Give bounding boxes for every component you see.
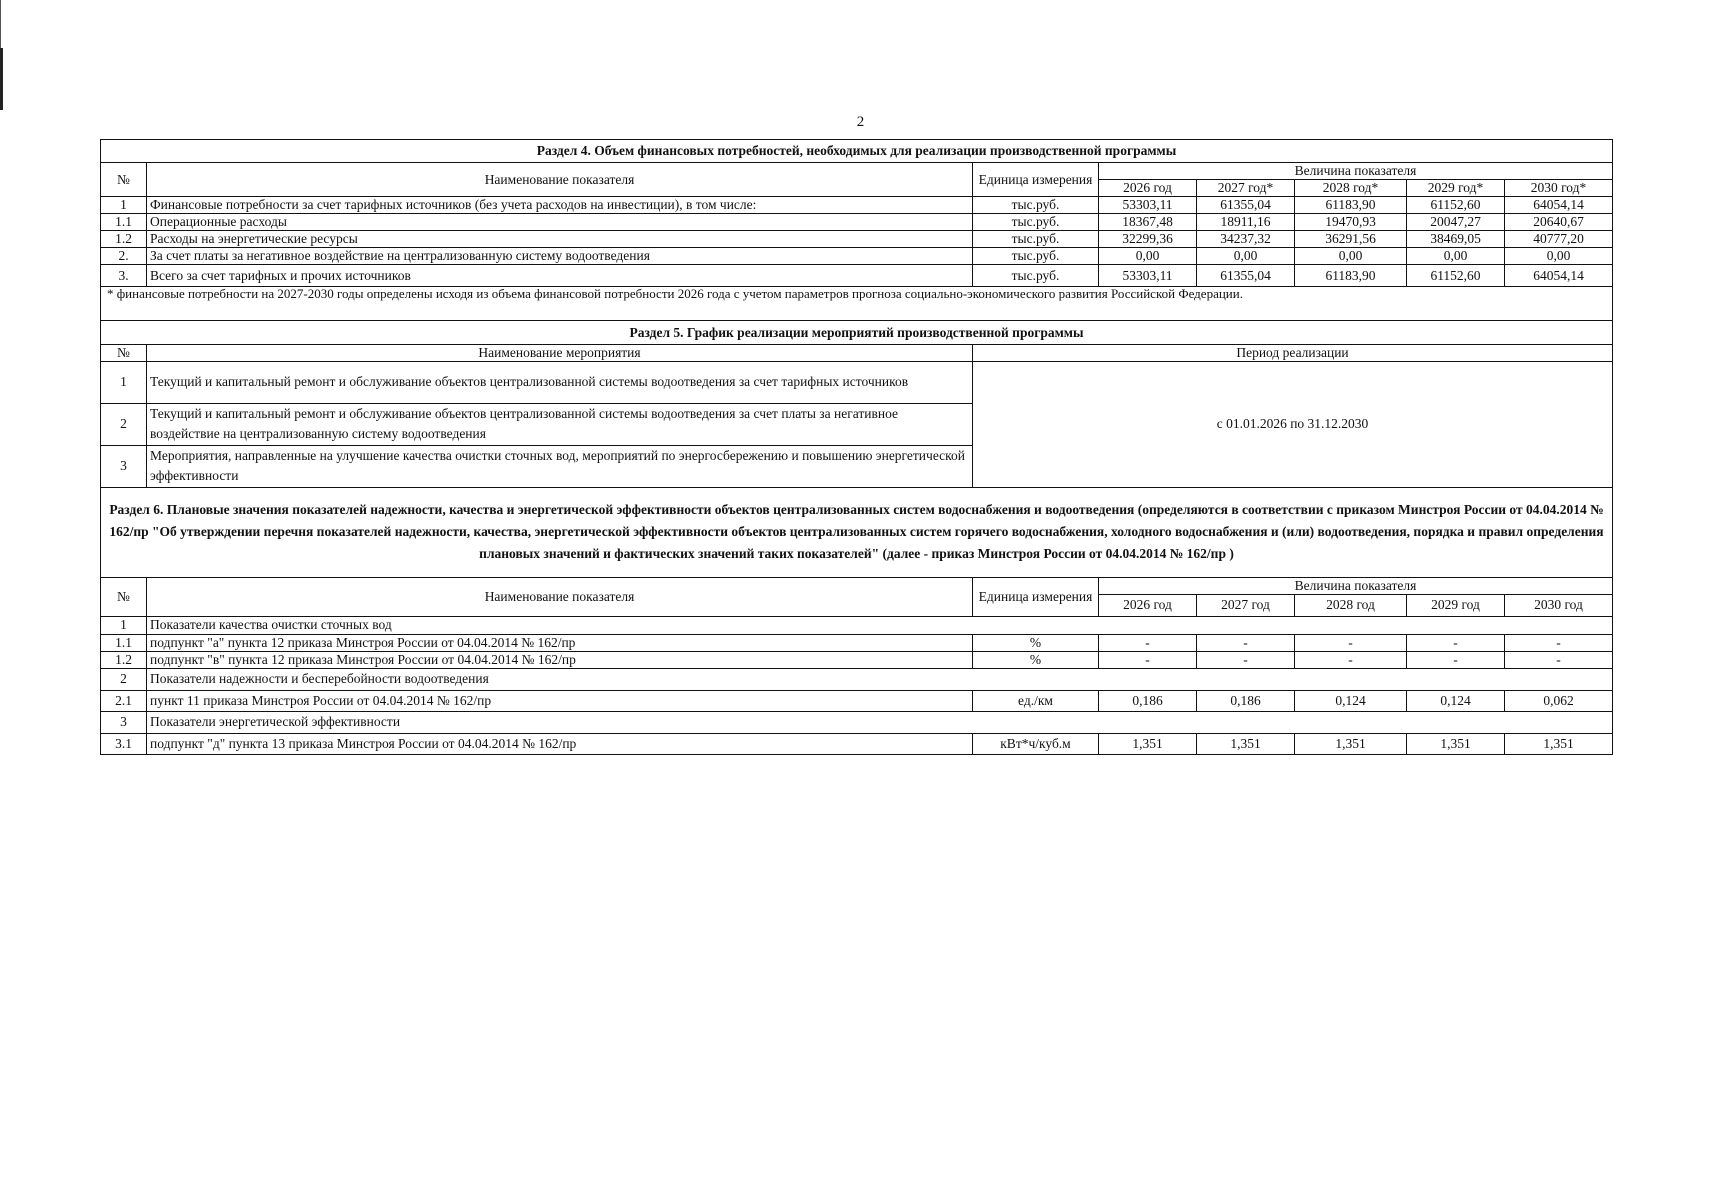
header-unit: Единица измерения: [973, 163, 1099, 197]
table-row: [101, 651, 1613, 668]
header-period: Период реализации: [973, 345, 1613, 362]
period-value: с 01.01.2026 по 31.12.2030: [973, 361, 1613, 487]
group-num: 2: [101, 668, 147, 690]
row-name: подпункт "д" пункта 13 приказа Минстроя России от 04.04.2014 № 162/пр: [147, 733, 973, 754]
header-unit: Единица измерения: [973, 577, 1099, 616]
row-value: 61355,04: [1197, 197, 1295, 214]
scan-edge-mark: [0, 48, 3, 110]
header-year: 2029 год*: [1407, 180, 1505, 197]
row-value: -: [1295, 651, 1407, 668]
row-name: Операционные расходы: [147, 214, 973, 231]
row-value: 0,124: [1407, 690, 1505, 711]
group-row: [101, 711, 1613, 733]
row-num: 1: [101, 197, 147, 214]
section6-header-row-1: [101, 577, 1613, 594]
header-num: №: [101, 345, 147, 362]
table-row: [101, 265, 1613, 287]
table-row: [101, 361, 1613, 403]
row-num: 1.2: [101, 651, 147, 668]
row-value: 34237,32: [1197, 231, 1295, 248]
row-value: 1,351: [1407, 733, 1505, 754]
row-value: 0,124: [1295, 690, 1407, 711]
group-row: [101, 668, 1613, 690]
row-value: -: [1099, 651, 1197, 668]
table-row: [101, 634, 1613, 651]
row-num: 2.1: [101, 690, 147, 711]
header-year: 2030 год*: [1505, 180, 1613, 197]
section5-header-row: [101, 345, 1613, 362]
table-row: [101, 197, 1613, 214]
group-num: 3: [101, 711, 147, 733]
header-num: №: [101, 163, 147, 197]
scan-edge-mark: [0, 0, 1, 48]
row-value: 61183,90: [1295, 265, 1407, 287]
row-unit: %: [973, 634, 1099, 651]
row-value: 20047,27: [1407, 214, 1505, 231]
section4-header-row-1: [101, 163, 1613, 180]
row-num: 2.: [101, 248, 147, 265]
row-name: пункт 11 приказа Минстроя России от 04.04.2014 № 162/пр: [147, 690, 973, 711]
row-value: 53303,11: [1099, 265, 1197, 287]
group-name: Показатели надежности и бесперебойности водоотведения: [147, 668, 1613, 690]
row-value: 38469,05: [1407, 231, 1505, 248]
header-value: Величина показателя: [1099, 163, 1613, 180]
row-num: 1.1: [101, 214, 147, 231]
section5-title: Раздел 5. График реализации мероприятий производственной программы: [101, 321, 1613, 345]
section5-title-row: [101, 321, 1613, 345]
row-name: подпункт "в" пункта 12 приказа Минстроя России от 04.04.2014 № 162/пр: [147, 651, 973, 668]
header-name: Наименование показателя: [147, 577, 973, 616]
row-value: 18911,16: [1197, 214, 1295, 231]
table-row: [101, 214, 1613, 231]
row-value: -: [1197, 634, 1295, 651]
group-num: 1: [101, 616, 147, 634]
row-value: -: [1099, 634, 1197, 651]
row-value: 1,351: [1197, 733, 1295, 754]
row-value: 61152,60: [1407, 265, 1505, 287]
row-value: 64054,14: [1505, 265, 1613, 287]
header-year: 2026 год: [1099, 180, 1197, 197]
row-value: 0,00: [1099, 248, 1197, 265]
section6-title: Раздел 6. Плановые значения показателей надежности, качества и энергетической эффективности объектов централизованных систем водоснабжения и водоотведения (определяются в соответствии с приказом Минстроя России от 04.04.2014 № 162/пр "Об утверждении перечня показателей надежности, качества, энергетической эффективности объектов централизованных систем горячего водоснабжения, холодного водоснабжения и (или) водоотведения, порядка и правил определения плановых значений и фактических значений таких показателей" (далее - приказ Минстроя России от 04.04.2014 № 162/пр ): [101, 487, 1613, 577]
row-value: 0,00: [1407, 248, 1505, 265]
row-num: 1.1: [101, 634, 147, 651]
row-value: 19470,93: [1295, 214, 1407, 231]
header-year: 2027 год*: [1197, 180, 1295, 197]
row-num: 3: [101, 445, 147, 487]
group-row: [101, 616, 1613, 634]
document-table: [100, 139, 1613, 755]
row-value: 0,00: [1295, 248, 1407, 265]
page-number: 2: [856, 114, 865, 130]
row-value: 1,351: [1099, 733, 1197, 754]
row-value: 64054,14: [1505, 197, 1613, 214]
row-num: 1: [101, 361, 147, 403]
row-value: -: [1295, 634, 1407, 651]
group-name: Показатели энергетической эффективности: [147, 711, 1613, 733]
row-unit: тыс.руб.: [973, 248, 1099, 265]
row-value: 61152,60: [1407, 197, 1505, 214]
row-value: 0,186: [1197, 690, 1295, 711]
header-year: 2030 год: [1505, 594, 1613, 616]
section6-title-row: [101, 487, 1613, 577]
row-name: Расходы на энергетические ресурсы: [147, 231, 973, 248]
row-value: -: [1505, 651, 1613, 668]
row-value: 18367,48: [1099, 214, 1197, 231]
row-value: -: [1407, 634, 1505, 651]
row-value: 0,186: [1099, 690, 1197, 711]
row-value: 36291,56: [1295, 231, 1407, 248]
row-value: 61355,04: [1197, 265, 1295, 287]
row-value: 0,062: [1505, 690, 1613, 711]
section4-title-row: [101, 140, 1613, 163]
row-value: -: [1407, 651, 1505, 668]
header-year: 2029 год: [1407, 594, 1505, 616]
header-value: Величина показателя: [1099, 577, 1613, 594]
header-name: Наименование мероприятия: [147, 345, 973, 362]
row-value: 40777,20: [1505, 231, 1613, 248]
header-num: №: [101, 577, 147, 616]
row-unit: %: [973, 651, 1099, 668]
table-row: [101, 231, 1613, 248]
row-num: 3.: [101, 265, 147, 287]
row-value: -: [1505, 634, 1613, 651]
header-year: 2028 год: [1295, 594, 1407, 616]
row-value: 1,351: [1505, 733, 1613, 754]
row-name: Мероприятия, направленные на улучшение качества очистки сточных вод, мероприятий по энергосбережению и повышению энергетической эффективности: [147, 445, 973, 487]
row-value: 32299,36: [1099, 231, 1197, 248]
header-year: 2027 год: [1197, 594, 1295, 616]
row-unit: тыс.руб.: [973, 214, 1099, 231]
header-year: 2028 год*: [1295, 180, 1407, 197]
header-name: Наименование показателя: [147, 163, 973, 197]
row-unit: тыс.руб.: [973, 231, 1099, 248]
row-name: За счет платы за негативное воздействие на централизованную систему водоотведения: [147, 248, 973, 265]
row-num: 1.2: [101, 231, 147, 248]
row-name: подпункт "а" пункта 12 приказа Минстроя России от 04.04.2014 № 162/пр: [147, 634, 973, 651]
table-row: [101, 733, 1613, 754]
row-name: Финансовые потребности за счет тарифных источников (без учета расходов на инвестиции), в том числе:: [147, 197, 973, 214]
section4-title: Раздел 4. Объем финансовых потребностей, необходимых для реализации производственной программы: [101, 140, 1613, 163]
row-num: 2: [101, 403, 147, 445]
group-name: Показатели качества очистки сточных вод: [147, 616, 1613, 634]
row-num: 3.1: [101, 733, 147, 754]
row-value: 0,00: [1505, 248, 1613, 265]
section4-note-row: [101, 287, 1613, 321]
row-value: 53303,11: [1099, 197, 1197, 214]
header-year: 2026 год: [1099, 594, 1197, 616]
row-unit: тыс.руб.: [973, 197, 1099, 214]
row-value: 20640,67: [1505, 214, 1613, 231]
row-value: 61183,90: [1295, 197, 1407, 214]
row-unit: ед./км: [973, 690, 1099, 711]
row-value: 0,00: [1197, 248, 1295, 265]
row-name: Текущий и капитальный ремонт и обслуживание объектов централизованной системы водоотведения за счет тарифных источников: [147, 361, 973, 403]
section4-note: * финансовые потребности на 2027-2030 годы определены исходя из объема финансовой потребности 2026 года с учетом параметров прогноза социально-экономического развития Российской Федерации.: [101, 287, 1613, 321]
row-unit: тыс.руб.: [973, 265, 1099, 287]
row-value: -: [1197, 651, 1295, 668]
table-row: [101, 248, 1613, 265]
row-name: Текущий и капитальный ремонт и обслуживание объектов централизованной системы водоотведения за счет платы за негативное воздействие на централизованную систему водоотведения: [147, 403, 973, 445]
row-value: 1,351: [1295, 733, 1407, 754]
row-name: Всего за счет тарифных и прочих источников: [147, 265, 973, 287]
row-unit: кВт*ч/куб.м: [973, 733, 1099, 754]
table-row: [101, 690, 1613, 711]
